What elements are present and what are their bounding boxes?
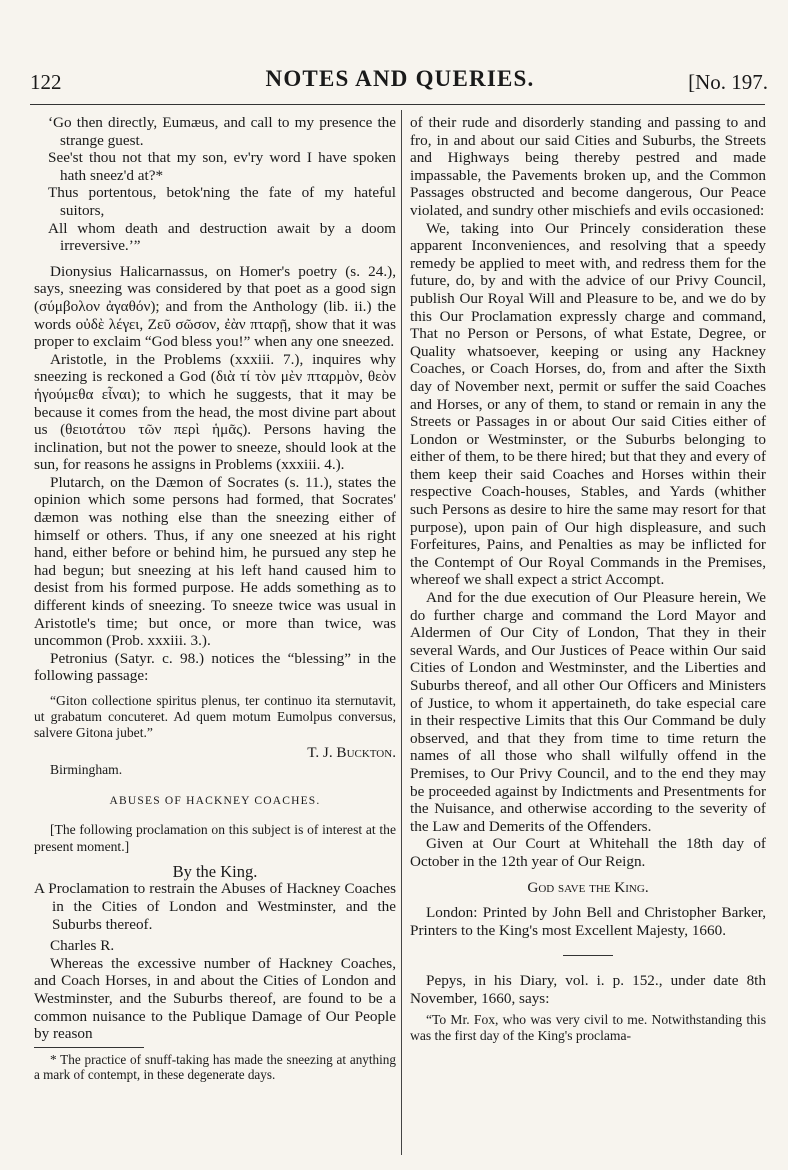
paragraph: Given at Our Court at Whitehall the 18th day of October in the 12th year of Our Reign. <box>410 835 766 870</box>
place-line: Birmingham. <box>50 762 123 778</box>
paragraph: Plutarch, on the Dæmon of Socrates (s. 11.), states the opinion which some persons had formed, that Socrates' dæmon was nothing else than the sneezing either of himself or others. Thus, if any one sneezed at his right hand, either before or behind him, he pursued any step he had begun; but sneezing at his left hand caused him to desist from his formed purpose. He adds something as to different kinds of sneezing. To sneeze twice was usual in Aristotle's time; but once, or more than twice, was uncommon (Prob. xxxiii. 3.). <box>34 473 396 650</box>
paragraph: Pepys, in his Diary, vol. i. p. 152., under date 8th November, 1660, says: <box>410 972 766 1007</box>
header-rule <box>30 104 765 105</box>
footnote: * The practice of snuff-taking has made the sneezing at anything a mark of contempt, in these degenerate days. <box>34 1051 396 1082</box>
right-column <box>410 114 766 1044</box>
page-number: 122 <box>30 70 62 94</box>
proclamation-title: A Proclamation to restrain the Abuses of Hackney Coaches in the Cities of London and Westminster, and the Suburbs thereof. <box>34 880 396 933</box>
running-title: NOTES AND QUERIES. <box>265 66 535 91</box>
royal-signature: Charles R. <box>50 937 115 955</box>
signature: T. J. Buckton. <box>307 743 396 761</box>
paragraph: Whereas the excessive number of Hackney Coaches, and Coach Horses, in and about the Cities of London and Westminster, and the Suburbs thereof, are found to be a common nuisance to the Publique Damage of Our People by reason <box>34 954 396 1043</box>
printer-line: London: Printed by John Bell and Christopher Barker, Printers to the King's most Excellent Majesty, 1660. <box>410 904 766 939</box>
latin-quote: “Giton collectione spiritus plenus, ter continuo ita sternutavit, ut grabatum concuteret. Ad quem motum Eumolpus conversus, salvere Gitona jubet.” <box>34 693 396 741</box>
verse-line: ‘Go then directly, Eumæus, and call to my presence the strange guest. <box>48 114 396 149</box>
left-column <box>34 114 396 1082</box>
paragraph: Aristotle, in the Problems (xxxiii. 7.), inquires why sneezing is reckoned a God (διὰ τί τὸν μὲν πταρμὸν, θεὸν ἡγούμεθα εἶναι); to which he suggests, that it may be because it comes from the head, the most divine part about us (θειοτάτου τῶν περὶ ἡμᾶς). Persons having the inclination, but not the power to sneeze, should look at the sun, for reasons he assigns in Problems (xxxiii. 4.). <box>34 350 396 474</box>
section-title: ABUSES OF HACKNEY COACHES. <box>109 794 321 807</box>
verse-line: See'st thou not that my son, ev'ry word I have spoken hath sneez'd at?* <box>48 149 396 184</box>
issue-number: [No. 197. <box>688 70 768 94</box>
column-divider <box>401 110 402 1155</box>
god-save-the-king: God save the King. <box>527 878 649 896</box>
verse-line: All whom death and destruction await by a doom irreversive.’” <box>48 219 396 255</box>
paragraph: Dionysius Halicarnassus, on Homer's poetry (s. 24.), says, sneezing was considered by that poet as a good sign (σύμβολον ἀγαθόν); and from the Anthology (lib. ii.) the words οὐδὲ λέγει, Ζεῦ σῶσον, ἐὰν πταρῇ, show that it was proper to exclaim “God bless you!” when any one sneezed. <box>34 262 396 351</box>
by-the-king: By the King. <box>172 861 258 881</box>
paragraph: of their rude and disorderly standing and passing to and fro, in and about our said Cities and Suburbs, the Streets and Highways being thereby pestred and made impassable, the Pavements broken up, and the Common Passages obstructed and become dangerous, Our Peace violated, and sundry other mischiefs and evils occasioned: <box>410 114 766 219</box>
editor-note: [The following proclamation on this subject is of interest at the present moment.] <box>34 822 396 854</box>
paragraph: We, taking into Our Princely consideration these apparent Inconveniences, and resolving that a speedy remedy be applied to meet with, and redress them for the future, do, by and with the advice of our Privy Council, publish Our Royal Will and Pleasure to be, and we do by this Our Proclamation expressly charge and command, That no Person or Persons, of what Estate, Degree, or Quality whatsoever, keeping or using any Hackney Coaches, or Coach Horses, do, from and after the Sixth day of November next, permit or suffer the said Coaches and Horses, or any of them, to stand or remain in any the Streets or Passages in or about Our said Cities either of London or Westminster, or the Suburbs belonging to either of them, to be there hired; but that they and every of them keep their said Coaches and Horses within their respective Coach-houses, Stables, and Yards (whither such Persons as desire to hire the same may resort for that purpose), upon pain of Our high displeasure, and such Forfeitures, Pains, and Penalties as may be inflicted for the Contempt of Our Royal Commands in the Premises, whereof we shall expect a strict Accompt. <box>410 219 766 589</box>
paragraph: And for the due execution of Our Pleasure herein, We do further charge and command the Lord Mayor and Aldermen of Our City of London, That they in their several Wards, and Our Justices of Peace within Our said Cities of London and Westminster, and the Liberties and Suburbs thereof, and all other Our Officers and Ministers of Justice, to whom it appertaineth, do take especial care in their respective Limits that this Our Command be duly observed, and that they from time to time return the names of all those who shall wilfully offend in the Premises, to Our Privy Council, and to the end they may be proceeded against by Indictments and Presentments for the Nuisance, and otherwise according to the severity of the Law and Demerits of the Offenders. <box>410 589 766 835</box>
pepys-quote: “To Mr. Fox, who was very civil to me. Notwithstanding this was the first day of the King's proclama- <box>410 1011 766 1043</box>
page-header <box>30 62 770 98</box>
verse-line: Thus portentous, betok'ning the fate of my hateful suitors, <box>48 184 396 219</box>
separator-rule <box>563 955 613 956</box>
footnote-rule <box>34 1047 144 1048</box>
paragraph: Petronius (Satyr. c. 98.) notices the “blessing” in the following passage: <box>34 649 396 685</box>
